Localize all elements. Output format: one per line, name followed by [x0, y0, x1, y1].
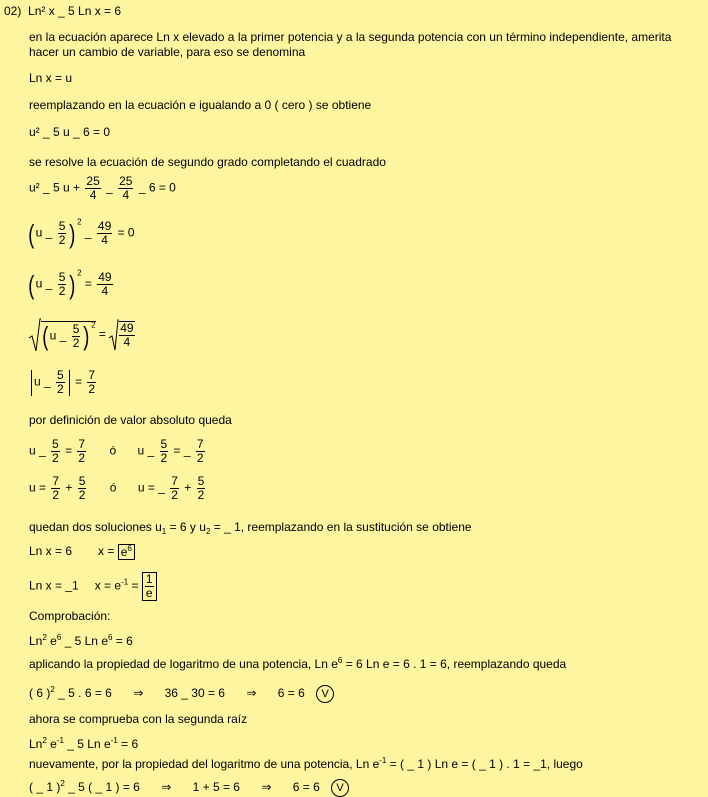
fraction: $\frac{7}{2}$	[78, 437, 86, 465]
problem-number: 02)	[4, 4, 22, 18]
check-2-result: ( _ 1 )$^2$ _ 5 ( _ 1 ) = 6 ⇒ 1 + 5 = 6 ⇒ 6 = 6 V	[29, 779, 349, 797]
problem-statement: Ln² x _ 5 Ln x = 6	[28, 4, 122, 18]
fraction: $\frac{7}{2}$	[88, 368, 96, 396]
implies-arrow-icon: ⇒	[133, 686, 144, 701]
cases-line-1: u _ $\frac{5}{2}$ = $\frac{7}{2}$ ó u _ $\frac{5}{2}$ = _ $\frac{7}{2}$	[29, 437, 204, 465]
step-c-equation: (u _ $\frac{5}{2}$ )$^2$ = $\frac{49}{4}$	[29, 318, 135, 352]
solution-2: Ln x = _1 $x = e^{-1}$ = $\frac{1}{e}$	[29, 572, 157, 601]
fraction: $\frac{5}{2}$	[72, 321, 80, 350]
square-root-icon	[29, 318, 41, 352]
check-2-text: nuevamente, por la propiedad del logaritmo de una potencia, Ln $e^{-1}$ = ( _ 1 ) Ln e = ( _ 1 ) . 1 = _1, luego	[29, 756, 583, 771]
fraction: $\frac{5}{2}$	[58, 219, 66, 247]
implies-arrow-icon: ⇒	[161, 780, 172, 795]
fraction: $\frac{49}{4}$	[98, 270, 112, 298]
complete-square-text: se resolve la ecuación de segundo grado completando el cuadrado	[29, 155, 386, 169]
verification-title: Comprobación:	[29, 609, 111, 623]
fraction: $\frac{7}{2}$	[196, 437, 204, 465]
square-root-icon	[109, 319, 119, 351]
solution-1: Ln x = 6 $x = e^6$	[29, 544, 135, 560]
check-2-equation: Ln$^2$ $e^{-1}$ _ 5 Ln $e^{-1} = 6$	[29, 736, 139, 751]
problem-header	[4, 4, 121, 18]
verified-check-icon: V	[316, 685, 334, 703]
fraction: $\frac{25}{4}$	[119, 174, 133, 202]
quadratic-equation: u² _ 5 u _ 6 = 0	[29, 125, 111, 139]
step-d-equation: u _ $\frac{5}{2}$ = $\frac{7}{2}$	[29, 369, 98, 396]
fraction: $\frac{5}{2}$	[52, 437, 59, 465]
check-1-result: ( 6 )$^2$ _ 5 . 6 = 6 ⇒ 36 _ 30 = 6 ⇒ 6 = 6 V	[29, 685, 334, 703]
boxed-answer: $\frac{1}{e}$	[142, 572, 157, 601]
fraction: $\frac{7}{2}$	[52, 474, 60, 502]
step-b-equation: (u _ $\frac{5}{2}$ )$^2$ = $\frac{49}{4}$	[28, 268, 112, 300]
solutions-text: quedan dos soluciones $u_1 = 6$ y $u_2$ = _ 1, reemplazando en la sustitución se obtiene	[29, 520, 472, 536]
fraction: $\frac{5}{2}$	[197, 474, 205, 502]
substitution: Ln x = u	[29, 71, 73, 85]
check-1-equation: Ln$^2$ $e^6$ _ 5 Ln $e^6 = 6$	[29, 633, 133, 648]
fraction: $\frac{5}{2}$	[78, 474, 86, 502]
fraction: $\frac{7}{2}$	[171, 474, 178, 502]
check-1-text: aplicando la propiedad de logaritmo de una potencia, Ln $e^6 = 6$ Ln e = 6 . 1 = 6, reemplazando queda	[29, 656, 567, 671]
fraction: $\frac{5}{2}$	[58, 270, 66, 298]
verified-check-icon: V	[331, 779, 349, 797]
check-2-title: ahora se comprueba con la segunda raíz	[29, 712, 248, 726]
intro-paragraph: en la ecuación aparece Ln x elevado a la primer potencia y a la segunda potencia con un término independiente, amerita hacer un cambio de variable, para eso se denomina	[29, 30, 672, 59]
implies-arrow-icon: ⇒	[246, 686, 257, 701]
step-a-equation: (u _ $\frac{5}{2}$ )$^2$ _ $\frac{49}{4}$ = 0	[28, 217, 135, 249]
implies-arrow-icon: ⇒	[261, 780, 272, 795]
fraction: $\frac{25}{4}$	[86, 174, 100, 202]
fraction: $\frac{5}{2}$	[57, 368, 64, 396]
fraction: $\frac{49}{4}$	[97, 219, 112, 247]
boxed-answer: $e^6$	[118, 544, 135, 560]
fraction: $\frac{49}{4}$	[120, 321, 134, 349]
abs-def-text: por definición de valor absoluto queda	[29, 413, 232, 427]
cases-line-2: u = $\frac{7}{2}$ + $\frac{5}{2}$ ó u = _ $\frac{7}{2}$ + $\frac{5}{2}$	[29, 474, 205, 502]
fraction: $\frac{5}{2}$	[160, 437, 168, 465]
complete-square-equation: u² _ 5 u + $\frac{25}{4}$ _ $\frac{25}{4}$ _ 6 = 0	[29, 174, 176, 202]
replace-text: reemplazando en la ecuación e igualando a 0 ( cero ) se obtiene	[29, 98, 372, 112]
